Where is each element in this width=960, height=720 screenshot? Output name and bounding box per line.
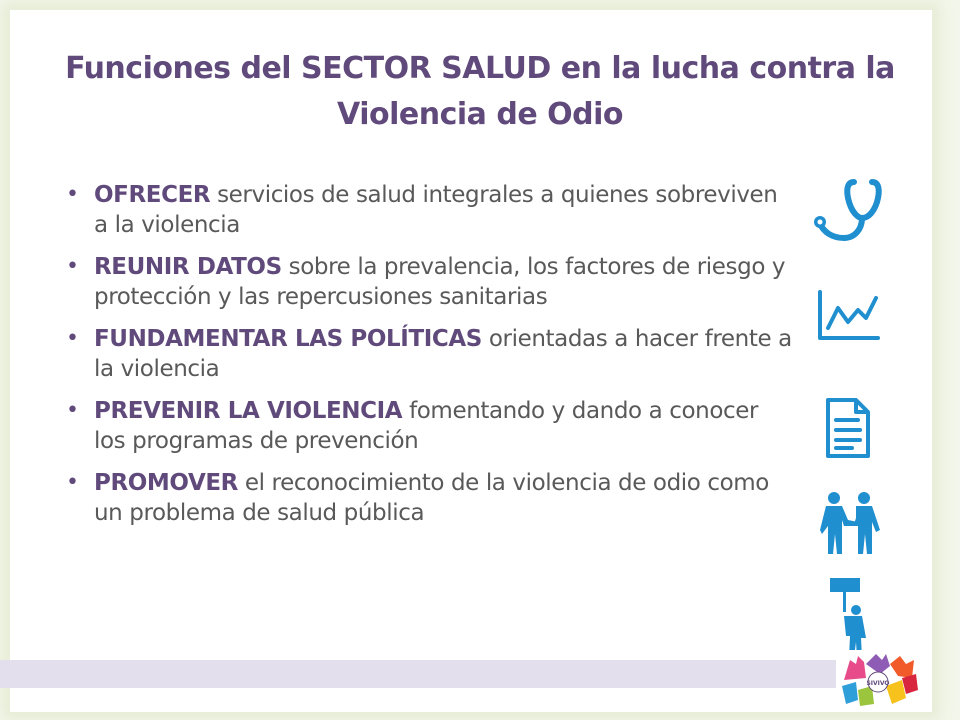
bullet-dot: • (66, 398, 79, 423)
bullet-text: orientadas a hacer frente a la violencia (94, 326, 792, 382)
bullet-item-fundamentar (64, 324, 794, 384)
bullet-dot: • (66, 254, 79, 279)
bullet-item-promover (64, 468, 794, 528)
bullet-keyword: PROMOVER (94, 470, 238, 496)
bullet-dot: • (66, 326, 79, 351)
bottom-band (0, 660, 922, 688)
bullet-dot: • (66, 182, 79, 207)
bullet-keyword: REUNIR DATOS (94, 254, 282, 280)
logo-text: SIVIVO (866, 680, 890, 687)
bullet-keyword: FUNDAMENTAR LAS POLÍTICAS (94, 326, 482, 352)
sivivo-logo (836, 650, 922, 712)
bullet-text: el reconocimiento de la violencia de odio como un problema de salud pública (94, 470, 769, 526)
bullet-item-reunir-datos (64, 252, 794, 312)
slide-title: Funciones del SECTOR SALUD en la lucha contra la Violencia de Odio (65, 51, 895, 132)
bullet-text: servicios de salud integrales a quienes sobreviven a la violencia (94, 182, 778, 238)
slide (10, 10, 932, 712)
bullet-keyword: OFRECER (94, 182, 211, 208)
bullet-text: fomentando y dando a conocer los programas de prevención (94, 398, 759, 454)
handshake-people-icon (818, 490, 882, 556)
bullet-text: sobre la prevalencia, los factores de riesgo y protección y las repercusiones sanitarias (94, 254, 786, 310)
bullet-dot: • (66, 470, 79, 495)
bullet-item-prevenir (64, 396, 794, 456)
bullet-keyword: PREVENIR LA VIOLENCIA (94, 398, 403, 424)
bullet-list (64, 180, 794, 540)
stethoscope-icon (810, 178, 896, 248)
bullet-item-ofrecer (64, 180, 794, 240)
document-icon (822, 396, 874, 460)
line-chart-icon (816, 288, 882, 344)
protest-sign-icon (828, 576, 878, 660)
